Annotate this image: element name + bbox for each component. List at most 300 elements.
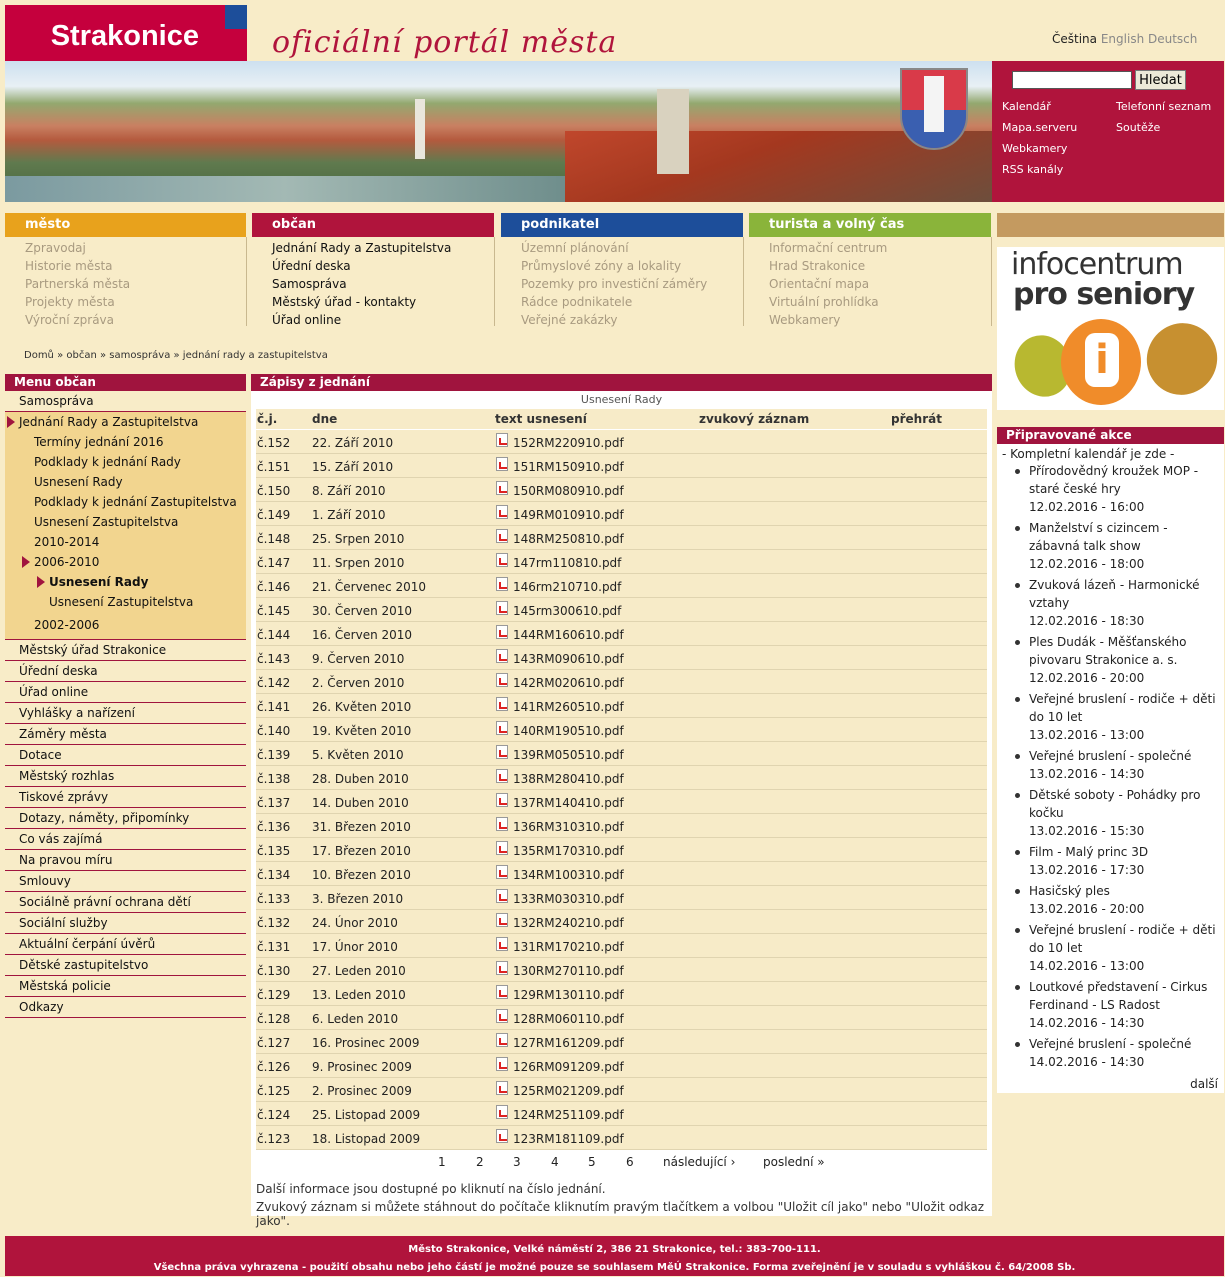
resolution-date: 26. Květen 2010 [312, 700, 412, 714]
page-link[interactable]: 4 [551, 1155, 559, 1169]
header-toolbox [992, 61, 1224, 202]
nav-divider [246, 237, 247, 326]
pdf-file-link[interactable]: 149RM010910.pdf [513, 508, 624, 522]
resolution-date: 8. Září 2010 [312, 484, 386, 498]
event-item[interactable] [1029, 690, 1216, 744]
left-menu-subitem[interactable]: Usnesení Rady [34, 475, 123, 489]
content-title: Zápisy z jednání [251, 374, 992, 391]
pdf-file-link[interactable]: 136RM310310.pdf [513, 820, 624, 834]
pdf-icon[interactable] [496, 769, 508, 783]
resolution-date: 16. Prosinec 2009 [312, 1036, 420, 1050]
left-menu-subitem[interactable]: Podklady k jednání Zastupitelstva [34, 495, 237, 509]
city-crest-icon [900, 68, 968, 150]
footer [5, 1236, 1224, 1276]
page-link[interactable]: 2 [476, 1155, 484, 1169]
resolution-date: 13. Leden 2010 [312, 988, 406, 1002]
event-date: 12.02.2016 - 20:00 [1029, 671, 1145, 685]
event-name[interactable]: Veřejné bruslení - rodiče + děti do 10 let [1029, 692, 1216, 724]
audio-note: Zvukový záznam si můžete stáhnout do počítače kliknutím pravým tlačítkem a volbou "Uložit cíl jako" nebo "Uložit odkaz jako". [256, 1200, 985, 1228]
info-i-icon: i [1085, 333, 1119, 387]
left-menu-item[interactable]: Městský úřad Strakonice [5, 640, 246, 661]
table-row [256, 862, 987, 886]
event-item[interactable] [1029, 519, 1216, 573]
col-header-audio: zvukový záznam [699, 412, 810, 426]
nav-item[interactable]: Partnerská města [25, 277, 131, 291]
event-date: 12.02.2016 - 18:30 [1029, 614, 1145, 628]
pdf-icon[interactable] [496, 649, 508, 663]
pdf-icon[interactable] [496, 721, 508, 735]
nav-divider [494, 237, 495, 326]
pdf-file-link[interactable]: 147rm110810.pdf [513, 556, 622, 570]
pdf-file-link[interactable]: 143RM090610.pdf [513, 652, 624, 666]
event-date: 13.02.2016 - 13:00 [1029, 728, 1145, 742]
logo-blue-block [225, 5, 247, 29]
nav-item[interactable]: Úřad online [272, 313, 342, 327]
left-menu-item[interactable]: Co vás zajímá [5, 829, 246, 850]
expanded-arrow-icon [22, 556, 30, 568]
pdf-file-link[interactable]: 151RM150910.pdf [513, 460, 624, 474]
resolution-number-link[interactable]: č.135 [257, 844, 291, 858]
pdf-file-link[interactable]: 145rm300610.pdf [513, 604, 622, 618]
pdf-icon[interactable] [496, 1129, 508, 1143]
resolution-number-link[interactable]: č.138 [257, 772, 291, 786]
resolutions-table [256, 409, 987, 1150]
nav-item[interactable]: Hrad Strakonice [769, 259, 866, 273]
nav-column-mesto [5, 213, 246, 326]
pdf-icon[interactable] [496, 1081, 508, 1095]
nav-item[interactable]: Jednání Rady a Zastupitelstva [272, 241, 452, 255]
resolution-date: 17. Únor 2010 [312, 940, 398, 954]
infobox-line1: infocentrum [1011, 247, 1183, 282]
nav-item[interactable]: Orientační mapa [769, 277, 870, 291]
language-current[interactable]: Čeština [1052, 32, 1098, 46]
resolution-number-link[interactable]: č.131 [257, 940, 291, 954]
page-next-link[interactable]: následující › [663, 1155, 736, 1169]
pdf-icon[interactable] [496, 433, 508, 447]
table-row [256, 838, 987, 862]
page-link[interactable]: 1 [438, 1155, 446, 1169]
info-note: Další informace jsou dostupné po kliknutí na číslo jednání. [256, 1182, 606, 1196]
resolution-date: 11. Srpen 2010 [312, 556, 405, 570]
event-item[interactable] [1029, 1035, 1216, 1071]
language-switcher[interactable] [1052, 32, 1197, 46]
resolution-date: 30. Červen 2010 [312, 604, 413, 618]
nav-item[interactable]: Průmyslové zóny a lokality [521, 259, 682, 273]
nav-item[interactable]: Informační centrum [769, 241, 888, 255]
header-banner-photo [5, 61, 992, 202]
col-header-text: text usnesení [495, 412, 587, 426]
table-row [256, 646, 987, 670]
resolution-date: 24. Únor 2010 [312, 916, 398, 930]
leaf-brown-icon [1135, 312, 1224, 407]
event-date: 13.02.2016 - 14:30 [1029, 767, 1145, 781]
page-link[interactable]: 3 [513, 1155, 521, 1169]
resolution-number-link[interactable]: č.144 [257, 628, 291, 642]
nav-item[interactable]: Úřední deska [272, 259, 351, 273]
nav-item[interactable]: Samospráva [272, 277, 347, 291]
banner-church-tower [415, 99, 425, 159]
nav-item[interactable]: Veřejné zakázky [521, 313, 618, 327]
left-menu-item[interactable]: Dotace [5, 745, 246, 766]
table-row [256, 454, 987, 478]
pdf-file-link[interactable]: 144RM160610.pdf [513, 628, 624, 642]
nav-item[interactable]: Historie města [25, 259, 113, 273]
pdf-file-link[interactable]: 139RM050510.pdf [513, 748, 624, 762]
table-row [256, 598, 987, 622]
event-item[interactable] [1029, 747, 1216, 783]
nav-item[interactable]: Městský úřad - kontakty [272, 295, 417, 309]
pdf-file-link[interactable]: 134RM100310.pdf [513, 868, 624, 882]
resolution-number-link[interactable]: č.124 [257, 1108, 291, 1122]
pdf-icon[interactable] [496, 697, 508, 711]
table-row [256, 1126, 987, 1150]
left-menu-subsubitem[interactable]: Usnesení Zastupitelstva [49, 595, 194, 609]
nav-head-turista[interactable]: turista a volný čas [749, 213, 991, 237]
pdf-file-link[interactable]: 126RM091209.pdf [513, 1060, 624, 1074]
banner-tower [657, 89, 689, 174]
resolution-date: 1. Září 2010 [312, 508, 386, 522]
resolution-date: 28. Duben 2010 [312, 772, 409, 786]
pdf-file-link[interactable]: 146rm210710.pdf [513, 580, 622, 594]
events-list [997, 462, 1224, 1071]
pdf-file-link[interactable]: 130RM270110.pdf [513, 964, 624, 978]
resolution-date: 18. Listopad 2009 [312, 1132, 421, 1146]
nav-item[interactable]: Projekty města [25, 295, 115, 309]
page-last-link[interactable]: poslední » [763, 1155, 825, 1169]
event-date: 14.02.2016 - 13:00 [1029, 959, 1145, 973]
toolbox-link-phonebook[interactable]: Telefonní seznam [1116, 100, 1212, 113]
resolution-date: 5. Květen 2010 [312, 748, 404, 762]
event-name[interactable]: Zvuková lázeň - Harmonické vztahy [1029, 578, 1200, 610]
pdf-icon[interactable] [496, 841, 508, 855]
resolution-number-link[interactable]: č.129 [257, 988, 291, 1002]
expanded-arrow-icon [7, 416, 15, 428]
left-menu-item-label: Jednání Rady a Zastupitelstva [19, 415, 199, 429]
left-menu-item[interactable]: Smlouvy [5, 871, 246, 892]
event-name[interactable]: Veřejné bruslení - společné [1029, 1037, 1192, 1051]
resolution-number-link[interactable]: č.137 [257, 796, 291, 810]
nav-item[interactable]: Virtuální prohlídka [769, 295, 879, 309]
resolution-number-link[interactable]: č.142 [257, 676, 291, 690]
event-item[interactable] [1029, 921, 1216, 975]
pdf-icon[interactable] [496, 889, 508, 903]
pdf-icon[interactable] [496, 961, 508, 975]
left-menu-subitem[interactable]: Podklady k jednání Rady [34, 455, 181, 469]
left-menu-item[interactable]: Dotazy, náměty, připomínky [5, 808, 246, 829]
resolution-number-link[interactable]: č.140 [257, 724, 291, 738]
event-item[interactable] [1029, 978, 1216, 1032]
events-title: Připravované akce [997, 427, 1224, 444]
resolution-number-link[interactable]: č.127 [257, 1036, 291, 1050]
left-menu-open-section [5, 412, 246, 640]
table-row [256, 718, 987, 742]
resolution-date: 25. Srpen 2010 [312, 532, 405, 546]
event-name[interactable]: Veřejné bruslení - společné [1029, 749, 1192, 763]
table-row [256, 694, 987, 718]
nav-head-podnikatel[interactable]: podnikatel [501, 213, 743, 237]
table-row [256, 1102, 987, 1126]
resolution-number-link[interactable]: č.130 [257, 964, 291, 978]
pdf-icon[interactable] [496, 625, 508, 639]
events-calendar-link[interactable]: - Kompletní kalendář je zde - [1002, 447, 1175, 461]
active-arrow-icon [37, 576, 45, 588]
table-row [256, 790, 987, 814]
infobox-line2: pro seniory [1013, 277, 1195, 312]
pdf-file-link[interactable]: 127RM161209.pdf [513, 1036, 624, 1050]
pdf-icon[interactable] [496, 865, 508, 879]
pdf-file-link[interactable]: 138RM280410.pdf [513, 772, 624, 786]
resolution-number-link[interactable]: č.150 [257, 484, 291, 498]
pdf-icon[interactable] [496, 913, 508, 927]
toolbox-link-sitemap[interactable]: Mapa.serveru [1002, 121, 1078, 134]
table-row [256, 1078, 987, 1102]
event-item[interactable] [1029, 462, 1216, 516]
event-item[interactable] [1029, 843, 1216, 879]
pdf-file-link[interactable]: 142RM020610.pdf [513, 676, 624, 690]
left-menu-item-label: 2006-2010 [34, 555, 100, 569]
pdf-icon[interactable] [496, 937, 508, 951]
event-item[interactable] [1029, 786, 1216, 840]
event-name[interactable]: Manželství s cizincem - zábavná talk show [1029, 521, 1168, 553]
table-row [256, 502, 987, 526]
logo-text: Strakonice [50, 20, 199, 52]
resolution-number-link[interactable]: č.148 [257, 532, 291, 546]
pdf-file-link[interactable]: 133RM030310.pdf [513, 892, 624, 906]
content-subtitle: Usnesení Rady [580, 393, 663, 406]
resolution-date: 2. Prosinec 2009 [312, 1084, 412, 1098]
nav-head-obcan[interactable]: občan [252, 213, 494, 237]
left-menu-item[interactable]: Záměry města [5, 724, 246, 745]
event-item[interactable] [1029, 882, 1216, 918]
left-menu-item[interactable]: Sociálně právní ochrana dětí [5, 892, 246, 913]
nav-column-podnikatel [501, 213, 743, 326]
pdf-icon[interactable] [496, 1105, 508, 1119]
infocentrum-banner[interactable] [997, 247, 1224, 410]
pdf-icon[interactable] [496, 745, 508, 759]
pdf-file-link[interactable]: 123RM181109.pdf [513, 1132, 624, 1146]
resolution-date: 19. Květen 2010 [312, 724, 412, 738]
event-date: 14.02.2016 - 14:30 [1029, 1055, 1145, 1069]
toolbox-link-webcams[interactable]: Webkamery [1002, 142, 1068, 155]
table-row [256, 766, 987, 790]
pdf-file-link[interactable]: 132RM240210.pdf [513, 916, 624, 930]
table-row [256, 670, 987, 694]
resolution-date: 9. Červen 2010 [312, 652, 405, 666]
resolution-date: 27. Leden 2010 [312, 964, 406, 978]
left-menu-item-samosprava[interactable]: Samospráva [5, 391, 246, 412]
nav-item[interactable]: Webkamery [769, 313, 841, 327]
nav-item[interactable]: Rádce podnikatele [521, 295, 633, 309]
event-name[interactable]: Veřejné bruslení - rodiče + děti do 10 let [1029, 923, 1216, 955]
left-menu-item[interactable]: Městská policie [5, 976, 246, 997]
pdf-file-link[interactable]: 124RM251109.pdf [513, 1108, 624, 1122]
event-name[interactable]: Ples Dudák - Měšťanského pivovaru Strakonice a. s. [1029, 635, 1187, 667]
pdf-file-link[interactable]: 125RM021209.pdf [513, 1084, 624, 1098]
pdf-icon[interactable] [496, 673, 508, 687]
pdf-icon[interactable] [496, 505, 508, 519]
table-row [256, 1054, 987, 1078]
table-row [256, 550, 987, 574]
left-menu-item[interactable]: Vyhlášky a nařízení [5, 703, 246, 724]
breadcrumb[interactable]: Domů » občan » samospráva » jednání rady a zastupitelstva [24, 350, 328, 361]
resolution-date: 9. Prosinec 2009 [312, 1060, 412, 1074]
resolution-date: 25. Listopad 2009 [312, 1108, 421, 1122]
table-row [256, 526, 987, 550]
resolution-number-link[interactable]: č.133 [257, 892, 291, 906]
resolution-number-link[interactable]: č.132 [257, 916, 291, 930]
event-name[interactable]: Hasičský ples [1029, 884, 1110, 898]
nav-divider [743, 237, 744, 326]
pdf-icon[interactable] [496, 553, 508, 567]
pdf-file-link[interactable]: 128RM060110.pdf [513, 1012, 624, 1026]
pdf-icon[interactable] [496, 577, 508, 591]
left-menu-item[interactable]: Úřední deska [5, 661, 246, 682]
pdf-icon[interactable] [496, 481, 508, 495]
table-row [256, 1006, 987, 1030]
pdf-icon[interactable] [496, 1033, 508, 1047]
left-menu-item[interactable]: Na pravou míru [5, 850, 246, 871]
left-menu-item[interactable]: Tiskové zprávy [5, 787, 246, 808]
toolbox-link-rss[interactable]: RSS kanály [1002, 163, 1064, 176]
resolution-number-link[interactable]: č.152 [257, 436, 291, 450]
pdf-icon[interactable] [496, 985, 508, 999]
resolution-number-link[interactable]: č.145 [257, 604, 291, 618]
page-link[interactable]: 5 [588, 1155, 596, 1169]
search-input[interactable] [1012, 71, 1132, 89]
pdf-file-link[interactable]: 131RM170210.pdf [513, 940, 624, 954]
resolution-date: 21. Červenec 2010 [312, 580, 427, 594]
resolution-number-link[interactable]: č.139 [257, 748, 291, 762]
pdf-file-link[interactable]: 129RM130110.pdf [513, 988, 624, 1002]
left-menu-subitem[interactable]: 2002-2006 [34, 618, 100, 632]
left-menu-subitem[interactable]: Usnesení Zastupitelstva [34, 515, 179, 529]
nav-divider [991, 237, 992, 326]
table-row [256, 430, 987, 454]
pdf-file-link[interactable]: 141RM260510.pdf [513, 700, 624, 714]
events-more-link[interactable]: další [1190, 1077, 1218, 1091]
left-menu-subitem[interactable]: 2010-2014 [34, 535, 100, 549]
tagline: oficiální portál města [272, 25, 618, 60]
event-item[interactable] [1029, 633, 1216, 687]
toolbox-link-contests[interactable]: Soutěže [1116, 121, 1161, 134]
language-others[interactable]: English Deutsch [1100, 32, 1198, 46]
resolution-date: 14. Duben 2010 [312, 796, 409, 810]
pdf-file-link[interactable]: 140RM190510.pdf [513, 724, 624, 738]
resolution-date: 10. Březen 2010 [312, 868, 411, 882]
event-item[interactable] [1029, 576, 1216, 630]
pdf-file-link[interactable]: 150RM080910.pdf [513, 484, 624, 498]
toolbox-link-calendar[interactable]: Kalendář [1002, 100, 1051, 113]
table-row [256, 886, 987, 910]
event-date: 13.02.2016 - 17:30 [1029, 863, 1145, 877]
nav-head-mesto[interactable]: město [5, 213, 246, 237]
resolution-date: 17. Březen 2010 [312, 844, 411, 858]
left-menu-subsubitem-active[interactable] [5, 572, 246, 592]
search-button[interactable]: Hledat [1135, 70, 1186, 90]
left-menu-item[interactable]: Městský rozhlas [5, 766, 246, 787]
resolution-number-link[interactable]: č.123 [257, 1132, 291, 1146]
table-row [256, 934, 987, 958]
resolution-number-link[interactable]: č.147 [257, 556, 291, 570]
event-name[interactable]: Dětské soboty - Pohádky pro kočku [1029, 788, 1201, 820]
event-name[interactable]: Film - Malý princ 3D [1029, 845, 1149, 859]
nav-item[interactable]: Územní plánování [521, 241, 629, 255]
resolution-number-link[interactable]: č.126 [257, 1060, 291, 1074]
pdf-icon[interactable] [496, 817, 508, 831]
left-menu-item-jednani[interactable] [5, 412, 246, 432]
resolution-number-link[interactable]: č.149 [257, 508, 291, 522]
nav-item[interactable]: Výroční zpráva [25, 313, 115, 327]
event-name[interactable]: Loutkové představení - Cirkus Ferdinand - LS Radost [1029, 980, 1208, 1012]
event-date: 12.02.2016 - 18:00 [1029, 557, 1145, 571]
banner-river [5, 176, 565, 202]
pdf-file-link[interactable]: 152RM220910.pdf [513, 436, 624, 450]
footer-address: Město Strakonice, Velké náměstí 2, 386 21 Strakonice, tel.: 383-700-111. [408, 1244, 821, 1255]
resolution-number-link[interactable]: č.143 [257, 652, 291, 666]
resolution-date: 2. Červen 2010 [312, 676, 405, 690]
left-menu-item[interactable]: Aktuální čerpání úvěrů [5, 934, 246, 955]
left-menu-item[interactable]: Sociální služby [5, 913, 246, 934]
pdf-icon[interactable] [496, 793, 508, 807]
table-row [256, 958, 987, 982]
resolution-number-link[interactable]: č.128 [257, 1012, 291, 1026]
main-content [251, 374, 992, 1228]
left-menu-item[interactable]: Úřad online [5, 682, 246, 703]
nav-item[interactable]: Zpravodaj [25, 241, 86, 255]
table-row [256, 814, 987, 838]
pdf-file-link[interactable]: 135RM170310.pdf [513, 844, 624, 858]
table-row [256, 1030, 987, 1054]
table-row [256, 742, 987, 766]
left-menu-subitem-2006[interactable] [5, 552, 246, 572]
event-date: 12.02.2016 - 16:00 [1029, 500, 1145, 514]
nav-item[interactable]: Pozemky pro investiční záměry [521, 277, 708, 291]
table-row [256, 982, 987, 1006]
resolution-number-link[interactable]: č.125 [257, 1084, 291, 1098]
pdf-icon[interactable] [496, 529, 508, 543]
left-menu-item[interactable]: Odkazy [5, 997, 246, 1018]
col-header-cj: č.j. [257, 412, 278, 426]
upcoming-events [997, 427, 1224, 1093]
pagination [251, 1149, 992, 1169]
resolution-number-link[interactable]: č.151 [257, 460, 291, 474]
table-header [256, 409, 987, 430]
left-menu-subitem[interactable]: Termíny jednání 2016 [34, 435, 164, 449]
resolution-number-link[interactable]: č.136 [257, 820, 291, 834]
pdf-icon[interactable] [496, 1057, 508, 1071]
left-menu [5, 374, 246, 1018]
resolution-number-link[interactable]: č.146 [257, 580, 291, 594]
resolution-number-link[interactable]: č.134 [257, 868, 291, 882]
pdf-icon[interactable] [496, 601, 508, 615]
footer-copyright: Všechna práva vyhrazena - použití obsahu nebo jeho částí je možné pouze se souhlasem MěÚ Strakonice. Forma zveřejnění je v souladu s vyhláškou č. 64/2008 Sb. [153, 1262, 1076, 1273]
logo-pink-block [225, 29, 247, 61]
event-name[interactable]: Přírodovědný kroužek MOP - staré české hry [1029, 464, 1199, 496]
pdf-icon[interactable] [496, 1009, 508, 1023]
table-row [256, 478, 987, 502]
table-row [256, 910, 987, 934]
pdf-file-link[interactable]: 148RM250810.pdf [513, 532, 624, 546]
resolution-number-link[interactable]: č.141 [257, 700, 291, 714]
col-header-play: přehrát [891, 412, 942, 426]
pdf-icon[interactable] [496, 457, 508, 471]
nav-column-obcan [252, 213, 494, 326]
left-menu-item[interactable]: Dětské zastupitelstvo [5, 955, 246, 976]
page-link[interactable]: 6 [626, 1155, 634, 1169]
resolution-date: 22. Září 2010 [312, 436, 394, 450]
pdf-file-link[interactable]: 137RM140410.pdf [513, 796, 624, 810]
resolution-date: 16. Červen 2010 [312, 628, 413, 642]
